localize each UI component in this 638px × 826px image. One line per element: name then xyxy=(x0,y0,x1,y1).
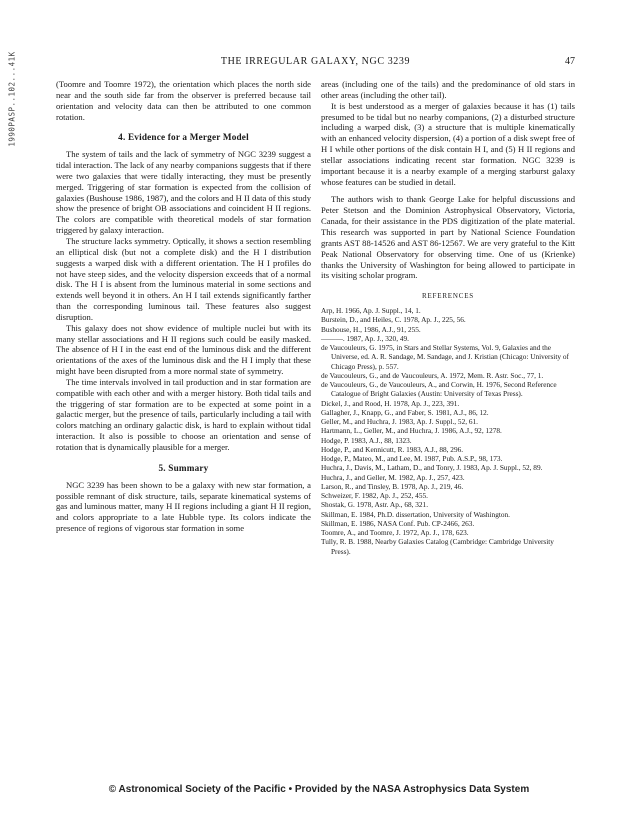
page-number: 47 xyxy=(565,56,575,67)
running-title: THE IRREGULAR GALAXY, NGC 3239 xyxy=(220,56,411,67)
paragraph-intro: (Toomre and Toomre 1972), the orientation which places the north side near and the south side far from the observer is preferred because tail orientation and velocity data can then be attributed to one common rotation. xyxy=(56,79,311,122)
references-heading: REFERENCES xyxy=(422,292,474,301)
copyright-footer: © Astronomical Society of the Pacific • Provided by the NASA Astrophysics Data System xyxy=(108,784,530,795)
reference-item: de Vaucouleurs, G., de Vaucouleurs, A., and Corwin, H. 1976, Second Reference Catalogue of Bright Galaxies (Austin: University of Texas Press). xyxy=(321,380,557,399)
reference-item: Hartmann, L., Geller, M., and Huchra, J. 1986, A.J., 92, 1278. xyxy=(321,426,502,436)
reference-item: Hodge, P., and Kennicutt, R. 1983, A.J., 88, 296. xyxy=(321,444,464,454)
reference-item: Dickel, J., and Rood, H. 1978, Ap. J., 223, 391. xyxy=(321,398,460,408)
paragraph: It is best understood as a merger of galaxies because it has (1) tails presumed to be tidal but no nearby companions, (2) a disturbed structure including a warped disk, (3) a structure that is multiple kinematically with an enhanced velocity dispersion, (4) a portion of a disk swept free of H I while other portions of the disk contain H I, and (5) H II regions and stellar associations indicating recent star formation. NGC 3239 is important because it is a nearby example of a merging starburst galaxy whose features can be studied in detail. xyxy=(321,100,575,187)
reference-item: Huchra, J., and Geller, M. 1982, Ap. J., 257, 423. xyxy=(321,472,465,482)
left-column xyxy=(56,79,311,534)
reference-item: Burstein, D., and Heiles, C. 1978, Ap. J., 225, 56. xyxy=(321,315,466,325)
reference-item: Schweizer, F. 1982, Ap. J., 252, 455. xyxy=(321,491,428,501)
acknowledgments: The authors wish to thank George Lake for helpful discussions and Peter Stetson and the Dominion Astrophysical Observatory, Victoria, Canada, for their assistance in the PDS digitization of the plate material. This research was supported in part by National Science Foundation grants AST 88-14526 and AST 86-12567. We are very grateful to the Kitt Peak National Observatory for observing time. One of us (Krienke) thanks the University of Washington for being allowed to participate in its visiting scholar program. xyxy=(321,194,575,281)
paragraph-continued: areas (including one of the tails) and the predominance of old stars in other areas (including the other tail). xyxy=(321,79,575,100)
reference-list xyxy=(321,306,575,556)
paragraph: The time intervals involved in tail production and in star formation are compatible with each other and with a merger history. Both tidal tails and the triggering of star formation are to be expected at some point in a galactic merger, but the presence of tails, particularly including a tail with colors matching an ordinary galactic disk, is hard to explain without tidal interaction. It also is possible to choose an orientation and sense of rotation that is dynamically plausible for a merger. xyxy=(56,376,311,452)
reference-item: de Vaucouleurs, G. 1975, in Stars and Stellar Systems, Vol. 9, Galaxies and the Universe, ed. A. R. Sandage, M. Sandage, and J. Kristian (Chicago: University of Chicago Press), p. 557. xyxy=(321,343,569,371)
reference-item: Geller, M., and Huchra, J. 1983, Ap. J. Suppl., 52, 61. xyxy=(321,417,478,427)
bibcode-text: 1990PASP..102...41K xyxy=(7,51,17,147)
bibcode-stamp xyxy=(6,34,18,164)
reference-item: Arp, H. 1966, Ap. J. Suppl., 14, 1. xyxy=(321,306,421,316)
paragraph: The system of tails and the lack of symmetry of NGC 3239 suggest a tidal interaction. The lack of any nearby companions suggests that if there were two galaxies that were tidally interacting, they must be presently merged. Triggering of star formation is expected from the collision of galaxies (Bushouse 1986, 1987), and the colors and H II data of this study show the presence of bright OB associations and coincident H II regions. The colors are compatible with theoretical models of star formation triggered by galaxy interaction. xyxy=(56,149,311,236)
paragraph: The structure lacks symmetry. Optically, it shows a section resembling an elliptical disk (but not a complete disk) and the H I distribution suggests a warped disk with a different orientation. The H I profiles do not have steep sides, and the velocity dispersion exceeds that of a normal disk. The H I is absent from the luminous material in some sections and extends well beyond it in others. An H I tail extends significantly farther than the corresponding luminous tail. These features also suggest disruption. xyxy=(56,235,311,322)
reference-item: Bushouse, H., 1986, A.J., 91, 255. xyxy=(321,324,421,334)
reference-item: Toomre, A., and Toomre, J. 1972, Ap. J., 178, 623. xyxy=(321,528,469,538)
reference-item: Tully, R. B. 1988, Nearby Galaxies Catalog (Cambridge: Cambridge University Press). xyxy=(321,537,554,556)
reference-item: Skillman, E. 1986, NASA Conf. Pub. CP-2466, 263. xyxy=(321,518,475,528)
reference-item: Hodge, P. 1983, A.J., 88, 1323. xyxy=(321,435,412,445)
reference-item: Shostak, G. 1978, Astr. Ap., 68, 321. xyxy=(321,500,429,510)
running-header xyxy=(56,56,575,70)
right-column xyxy=(321,79,575,556)
section-4-heading: 4. Evidence for a Merger Model xyxy=(118,132,249,143)
reference-item: ———. 1987, Ap. J., 320, 49. xyxy=(321,333,409,343)
reference-item: Larson, R., and Tinsley, B. 1978, Ap. J., 219, 46. xyxy=(321,481,464,491)
reference-item: Hodge, P., Mateo, M., and Lee, M. 1987, Pub. A.S.P., 98, 173. xyxy=(321,454,503,464)
paragraph: NGC 3239 has been shown to be a galaxy with new star formation, a possible remnant of disk structure, tails, separate kinematical systems of gas and luminous matter, many H II regions including a giant H II region, and colors appropriate to a late Hubble type. Its colors indicate the presence of regions of vigorous star formation in some xyxy=(56,479,311,534)
reference-item: Huchra, J., Davis, M., Latham, D., and Tonry, J. 1983, Ap. J. Suppl., 52, 89. xyxy=(321,463,543,473)
section-5-heading: 5. Summary xyxy=(158,462,209,473)
reference-item: Gallagher, J., Knapp, G., and Faber, S. 1981, A.J., 86, 12. xyxy=(321,407,489,417)
paragraph: This galaxy does not show evidence of multiple nuclei but with its many stellar associations and H II regions such could be easily masked. The absence of H I in the east end of the luminous disk and the different orientations of the axes of the luminous disk and the H I imply that these might have been disrupted from a more normal state of symmetry. xyxy=(56,322,311,377)
reference-item: Skillman, E. 1984, Ph.D. dissertation, University of Washington. xyxy=(321,509,510,519)
reference-item: de Vaucouleurs, G., and de Vaucouleurs, A. 1972, Mem. R. Astr. Soc., 77, 1. xyxy=(321,370,544,380)
